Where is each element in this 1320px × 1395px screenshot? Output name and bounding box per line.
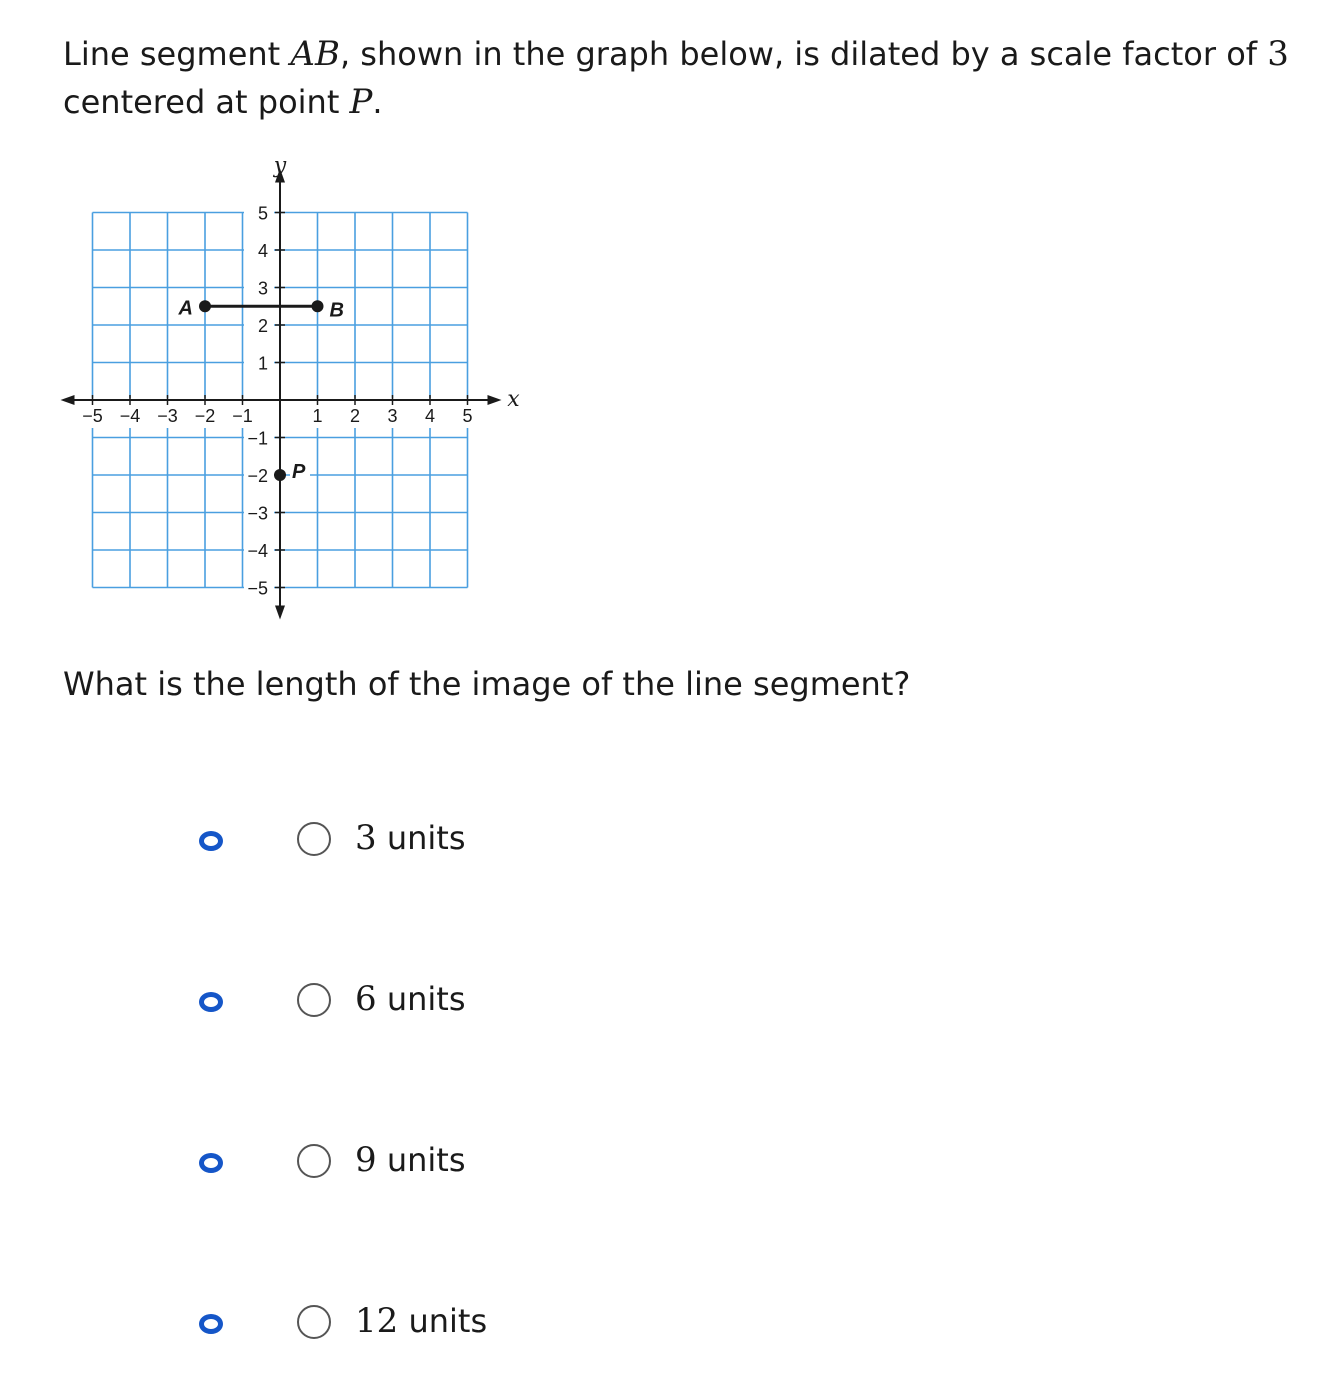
choice-label (355, 1299, 487, 1343)
question-text-part2: , shown in the graph below, is dilated by a scale factor of (339, 35, 1268, 73)
choice-option-3[interactable] (195, 1138, 795, 1188)
x-tick-label: 1 (312, 406, 323, 426)
segment-name: AB (290, 34, 340, 74)
x-tick-label: 5 (462, 406, 473, 426)
choice-option-4[interactable] (195, 1299, 795, 1349)
coordinate-graph-svg (60, 148, 530, 628)
choice-option-1[interactable] (195, 816, 795, 866)
bullet-icon (199, 992, 223, 1012)
x-tick-label: 3 (387, 406, 398, 426)
y-tick-label: −3 (247, 503, 268, 524)
x-tick-label: −4 (119, 406, 141, 426)
choice-label (355, 816, 465, 860)
question-text (63, 30, 1303, 126)
y-tick-label: −1 (247, 428, 268, 449)
bullet-icon (199, 1314, 223, 1334)
prompt-text: What is the length of the image of the line segment? (63, 665, 911, 703)
bullet-icon (199, 831, 223, 851)
y-tick-label: 2 (257, 316, 268, 336)
radio-button[interactable] (297, 822, 331, 856)
y-axis-label: y (273, 153, 287, 179)
choice-unit: units (398, 1302, 488, 1340)
coordinate-graph (60, 148, 530, 628)
point-b (312, 300, 324, 312)
choice-unit: units (376, 819, 466, 857)
choice-value: 12 (355, 1301, 399, 1341)
bullet-icon (199, 1153, 223, 1173)
center-point: P (349, 82, 373, 122)
x-tick-label: −3 (157, 406, 178, 426)
point-label-a: A (178, 297, 193, 320)
choice-unit: units (376, 980, 466, 1018)
choice-value: 6 (355, 979, 377, 1019)
x-axis-label: x (507, 387, 520, 412)
y-tick-label: −4 (247, 541, 268, 561)
y-tick-label: 1 (257, 353, 268, 374)
radio-button[interactable] (297, 1305, 331, 1339)
choice-value: 3 (355, 818, 377, 858)
radio-button[interactable] (297, 983, 331, 1017)
x-tick-label: 4 (424, 406, 436, 426)
y-tick-label: −2 (247, 466, 268, 486)
x-axis-arrow-right-icon (488, 395, 502, 405)
point-label-b: B (329, 299, 344, 322)
x-tick-label: −1 (232, 406, 253, 426)
scale-factor: 3 (1267, 34, 1289, 74)
y-tick-label: 3 (257, 278, 268, 299)
y-tick-label: −5 (247, 578, 268, 599)
x-tick-label: 2 (349, 406, 361, 426)
choice-option-2[interactable] (195, 977, 795, 1027)
point-p (274, 469, 286, 481)
question-text-part3: centered at point (63, 83, 350, 121)
x-tick-label: −5 (82, 406, 103, 426)
y-tick-label: 4 (257, 241, 268, 261)
choice-value: 9 (355, 1140, 377, 1180)
question-text-part1: Line segment (63, 35, 291, 73)
y-axis-arrow-down-icon (275, 606, 285, 620)
x-tick-label: −2 (194, 406, 216, 426)
choice-label (355, 1138, 465, 1182)
point-a (199, 300, 211, 312)
point-label-p: P (292, 461, 306, 483)
question-text-part4: . (372, 83, 383, 121)
radio-button[interactable] (297, 1144, 331, 1178)
choice-label (355, 977, 465, 1021)
y-tick-label: 5 (257, 203, 268, 224)
choice-unit: units (376, 1141, 466, 1179)
